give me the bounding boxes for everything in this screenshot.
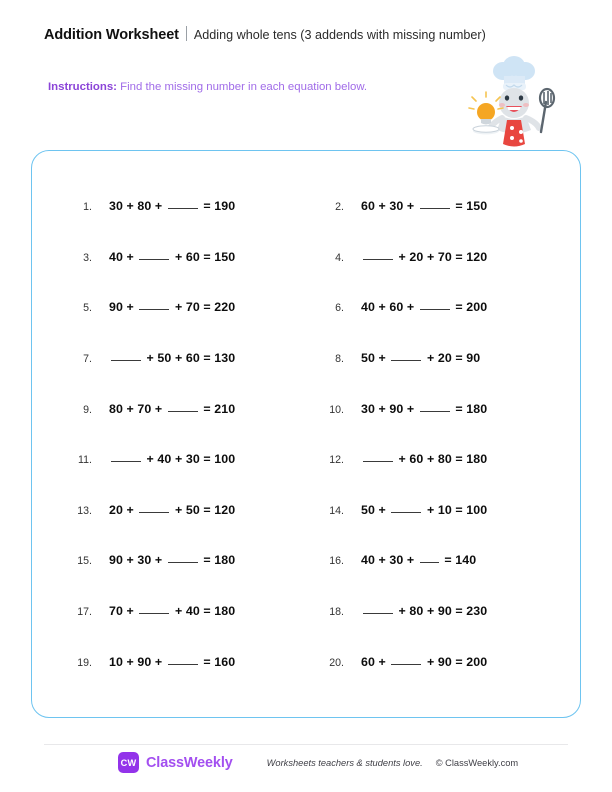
problem-item — [58, 199, 310, 213]
problem-number: 4. — [335, 251, 344, 264]
answer-blank[interactable] — [139, 259, 169, 260]
answer-blank[interactable] — [139, 309, 169, 310]
problem-item — [310, 604, 562, 618]
equation-before: 60 + 30 + — [361, 199, 418, 214]
answer-blank[interactable] — [111, 360, 141, 361]
answer-blank[interactable] — [420, 562, 439, 563]
brand-wordmark: ClassWeekly — [146, 754, 233, 771]
problem-number: 8. — [335, 353, 344, 366]
page-header — [44, 24, 486, 43]
equation-after: + 40 + 30 = 100 — [143, 452, 236, 467]
problem-item — [310, 199, 562, 213]
problem-item — [310, 452, 562, 466]
equation-after: + 20 + 70 = 120 — [395, 249, 488, 264]
answer-blank[interactable] — [391, 360, 421, 361]
equation-before: 50 + — [361, 502, 390, 517]
problem-number: 5. — [83, 302, 92, 315]
problem-number: 16. — [329, 555, 344, 568]
answer-blank[interactable] — [111, 461, 141, 462]
instructions-text: Find the missing number in each equation below. — [120, 81, 368, 93]
problem-item — [310, 655, 562, 669]
problem-equation — [361, 300, 487, 314]
problem-item — [58, 351, 310, 365]
equation-after: + 90 = 200 — [423, 654, 488, 669]
problem-equation — [361, 199, 487, 213]
problem-number: 17. — [77, 606, 92, 619]
problem-equation — [109, 250, 235, 264]
problem-number: 11. — [78, 454, 92, 467]
problem-equation — [109, 503, 235, 517]
instructions-label: Instructions: — [48, 81, 117, 93]
problem-equation — [361, 655, 487, 669]
page-subtitle: Adding whole tens (3 addends with missing number) — [193, 28, 486, 42]
problem-item — [58, 604, 310, 618]
problem-equation — [361, 604, 487, 618]
chef-mascot-icon — [462, 52, 570, 152]
problem-equation — [109, 452, 235, 466]
problem-equation — [109, 553, 235, 567]
equation-before: 30 + 80 + — [109, 199, 166, 214]
problem-item — [58, 655, 310, 669]
answer-blank[interactable] — [168, 562, 198, 563]
problem-equation — [361, 553, 476, 567]
answer-blank[interactable] — [168, 208, 198, 209]
answer-blank[interactable] — [139, 613, 169, 614]
worksheet-card — [31, 150, 581, 718]
equation-after: = 190 — [199, 199, 236, 214]
problem-equation — [109, 351, 235, 365]
title-divider — [186, 26, 187, 41]
problem-item — [58, 402, 310, 416]
problem-equation — [361, 452, 487, 466]
problem-item — [310, 351, 562, 365]
problem-equation — [109, 300, 235, 314]
equation-after: = 150 — [451, 199, 488, 214]
answer-blank[interactable] — [420, 309, 450, 310]
problem-equation — [109, 655, 235, 669]
equation-after: = 160 — [199, 654, 236, 669]
answer-blank[interactable] — [420, 411, 450, 412]
answer-blank[interactable] — [363, 613, 393, 614]
problem-equation — [109, 604, 235, 618]
equation-after: + 60 = 150 — [171, 249, 236, 264]
equation-before: 40 + 30 + — [361, 553, 418, 568]
equation-after: + 70 = 220 — [171, 300, 236, 315]
answer-blank[interactable] — [391, 512, 421, 513]
problem-equation — [361, 503, 487, 517]
equation-after: = 200 — [451, 300, 488, 315]
problem-item — [310, 300, 562, 314]
problem-equation — [109, 199, 235, 213]
equation-after: = 140 — [440, 553, 477, 568]
problem-item — [310, 503, 562, 517]
problem-number: 12. — [329, 454, 344, 467]
problem-item — [310, 250, 562, 264]
equation-after: + 50 = 120 — [171, 502, 236, 517]
footer-divider — [44, 744, 568, 745]
problem-number: 9. — [83, 403, 92, 416]
answer-blank[interactable] — [168, 664, 198, 665]
problem-number: 3. — [83, 251, 92, 264]
equation-before: 80 + 70 + — [109, 401, 166, 416]
problem-number: 15. — [77, 555, 92, 568]
footer-copyright: © ClassWeekly.com — [435, 757, 519, 768]
answer-blank[interactable] — [420, 208, 450, 209]
equation-after: + 20 = 90 — [423, 351, 481, 366]
answer-blank[interactable] — [139, 512, 169, 513]
equation-before: 50 + — [361, 351, 390, 366]
equation-before: 30 + 90 + — [361, 401, 418, 416]
equation-after: + 60 + 80 = 180 — [395, 452, 488, 467]
equation-before: 40 + — [109, 249, 138, 264]
answer-blank[interactable] — [391, 664, 421, 665]
equation-before: 90 + 30 + — [109, 553, 166, 568]
equation-after: + 50 + 60 = 130 — [143, 351, 236, 366]
problem-item — [58, 250, 310, 264]
problem-number: 7. — [83, 353, 92, 366]
problem-number: 10. — [329, 403, 344, 416]
instructions — [48, 81, 367, 93]
footer — [118, 752, 518, 773]
equation-after: = 210 — [199, 401, 236, 416]
equation-before: 10 + 90 + — [109, 654, 166, 669]
equation-after: + 80 + 90 = 230 — [395, 604, 488, 619]
equation-before: 40 + 60 + — [361, 300, 418, 315]
problem-item — [310, 402, 562, 416]
problem-equation — [109, 402, 235, 416]
problem-item — [58, 452, 310, 466]
equation-after: + 10 = 100 — [423, 502, 488, 517]
answer-blank[interactable] — [363, 461, 393, 462]
footer-tagline: Worksheets teachers & students love. — [266, 757, 423, 768]
problem-number: 1. — [83, 201, 92, 214]
problem-number: 19. — [77, 656, 92, 669]
problem-item — [310, 553, 562, 567]
problem-number: 2. — [335, 201, 344, 214]
classweekly-logo-icon: CW — [118, 752, 139, 773]
problem-number: 13. — [77, 504, 92, 517]
problem-number: 20. — [329, 656, 344, 669]
problem-equation — [361, 351, 480, 365]
equation-before: 70 + — [109, 604, 138, 619]
problem-equation — [361, 250, 487, 264]
problem-item — [58, 503, 310, 517]
equation-after: = 180 — [451, 401, 488, 416]
problem-item — [58, 553, 310, 567]
equation-before: 90 + — [109, 300, 138, 315]
problem-number: 18. — [329, 606, 344, 619]
answer-blank[interactable] — [168, 411, 198, 412]
equation-after: + 40 = 180 — [171, 604, 236, 619]
problem-number: 6. — [335, 302, 344, 315]
equation-after: = 180 — [199, 553, 236, 568]
answer-blank[interactable] — [363, 259, 393, 260]
equation-before: 20 + — [109, 502, 138, 517]
problem-equation — [361, 402, 487, 416]
page-title: Addition Worksheet — [44, 27, 179, 43]
problem-number: 14. — [329, 504, 344, 517]
problem-item — [58, 300, 310, 314]
problem-grid — [32, 151, 580, 717]
equation-before: 60 + — [361, 654, 390, 669]
